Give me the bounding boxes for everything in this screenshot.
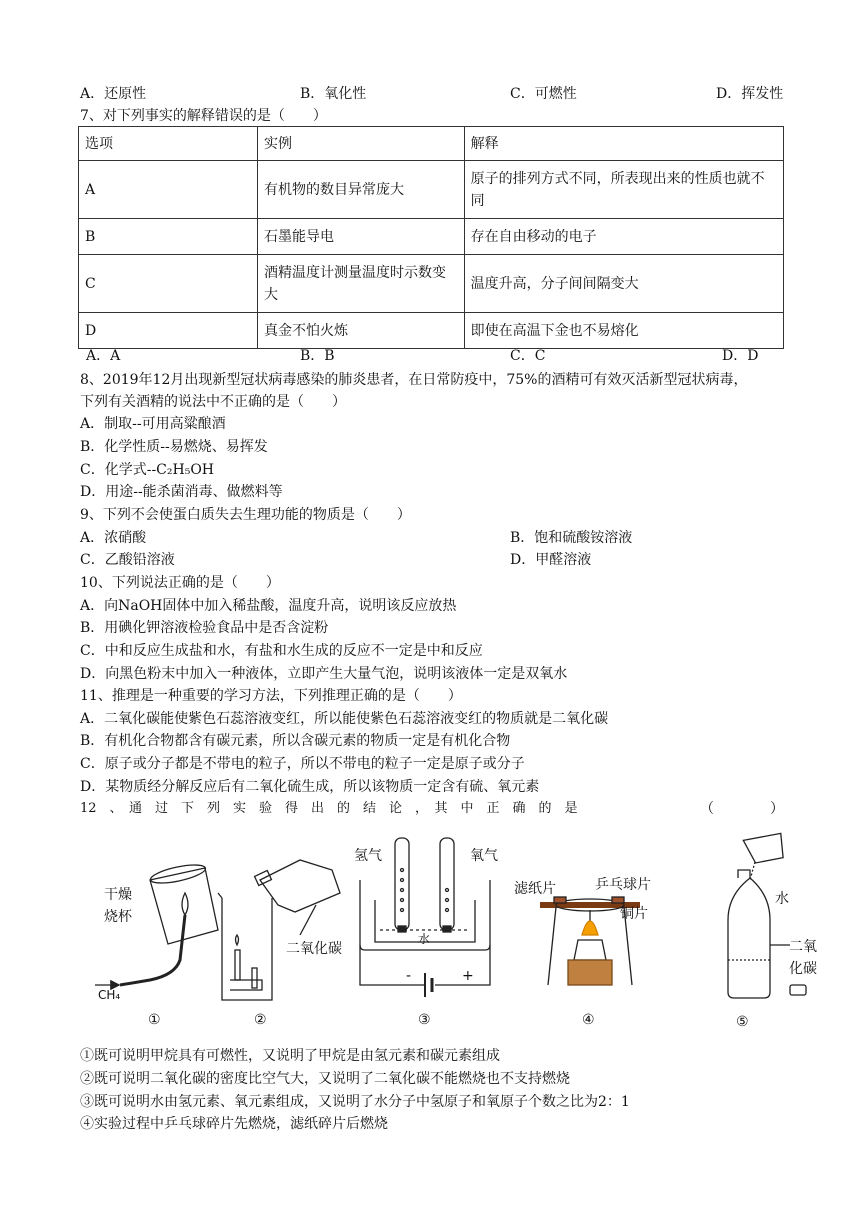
figure-number-2: ② xyxy=(254,1012,267,1028)
label-hydrogen: 氢气 xyxy=(354,848,382,864)
table-cell: 真金不怕火炼 xyxy=(258,313,465,349)
label-co2-exp5: 二氧 化碳 xyxy=(789,939,817,977)
q9-option-b: B．饱和硫酸铵溶液 xyxy=(510,530,633,546)
q7-option-c: C．C xyxy=(510,348,546,364)
label-pingpong: 乒乓球片 xyxy=(595,877,651,893)
q10-option-b: B．用碘化钾溶液检验食品中是否含淀粉 xyxy=(80,620,329,636)
figure-number-5: ⑤ xyxy=(736,1014,749,1030)
figure-number-3: ③ xyxy=(418,1012,431,1028)
q6-option-c: C．可燃性 xyxy=(510,86,577,102)
q6-option-a: A．还原性 xyxy=(80,86,147,102)
q11-stem: 11、推理是一种重要的学习方法，下列推理正确的是（ ） xyxy=(80,688,462,704)
q11-option-b: B．有机化合物都含有碳元素，所以含碳元素的物质一定是有机化合物 xyxy=(80,733,511,749)
figure-number-4: ④ xyxy=(582,1012,595,1028)
label-copper: 铜片 xyxy=(620,906,648,922)
q7-option-b: B．B xyxy=(300,348,335,364)
q9-stem: 9、下列不会使蛋白质失去生理功能的物质是（ ） xyxy=(80,507,411,523)
q10-option-d: D．向黑色粉末中加入一种液体，立即产生大量气泡，说明该液体一定是双氧水 xyxy=(80,666,568,682)
q12-statement-4: ④实验过程中乒乓球碎片先燃烧，滤纸碎片后燃烧 xyxy=(80,1116,388,1132)
q9-option-a: A．浓硝酸 xyxy=(80,530,147,546)
table-header: 选项 xyxy=(79,127,258,161)
q10-option-c: C．中和反应生成盐和水，有盐和水生成的反应不一定是中和反应 xyxy=(80,643,483,659)
q12-statement-3: ③既可说明水由氢元素、氧元素组成，又说明了水分子中氢原子和氧原子个数之比为2：1 xyxy=(80,1094,630,1110)
q12-statement-1: ①既可说明甲烷具有可燃性，又说明了甲烷是由氢元素和碳元素组成 xyxy=(80,1048,500,1064)
q11-option-c: C．原子或分子都是不带电的粒子，所以不带电的粒子一定是原子或分子 xyxy=(80,756,525,772)
table-cell: 存在自由移动的电子 xyxy=(464,219,783,255)
q6-option-b: B．氧化性 xyxy=(300,86,367,102)
table-header: 实例 xyxy=(258,127,465,161)
q10-stem: 10、下列说法正确的是（ ） xyxy=(80,575,280,591)
q9-option-d: D．甲醛溶液 xyxy=(510,552,592,568)
q6-option-d: D．挥发性 xyxy=(716,86,784,102)
table-header: 解释 xyxy=(464,127,783,161)
q9-option-c: C．乙酸铅溶液 xyxy=(80,552,175,568)
table-cell: D xyxy=(79,313,258,349)
table-cell: 石墨能导电 xyxy=(258,219,465,255)
q8-option-c: C．化学式--C₂H₅OH xyxy=(80,462,215,478)
table-cell: B xyxy=(79,219,258,255)
q12-stem-paren: （ ） xyxy=(700,801,784,817)
q11-option-d: D．某物质经分解反应后有二氧化硫生成，所以该物质一定含有硫、氧元素 xyxy=(80,779,540,795)
q11-option-a: A．二氧化碳能使紫色石蕊溶液变红，所以能使紫色石蕊溶液变红的物质就是二氧化碳 xyxy=(80,711,609,727)
q8-stem-line1: 8、2019年12月出现新型冠状病毒感染的肺炎患者，在日常防疫中，75%的酒精可有效灭活新型冠状病毒， xyxy=(80,372,748,388)
label-water-exp5: 水 xyxy=(775,891,789,907)
table-cell: C xyxy=(79,255,258,313)
table-cell: 酒精温度计测量温度时示数变大 xyxy=(258,255,465,313)
label-filter-paper: 滤纸片 xyxy=(514,881,556,897)
q7-option-d: D．D xyxy=(722,348,759,364)
table-cell: 有机物的数目异常庞大 xyxy=(258,161,465,219)
q7-stem: 7、对下列事实的解释错误的是（ ） xyxy=(80,108,327,124)
label-water: 水 xyxy=(418,932,431,946)
q7-option-a: A．A xyxy=(86,348,121,364)
q12-statement-2: ②既可说明二氧化碳的密度比空气大，又说明了二氧化碳不能燃烧也不支持燃烧 xyxy=(80,1071,570,1087)
label-co2-exp2: 二氧化碳 xyxy=(286,941,342,957)
label-plus: + xyxy=(462,968,474,984)
label-minus: - xyxy=(406,968,412,984)
q10-option-a: A．向NaOH固体中加入稀盐酸，温度升高，说明该反应放热 xyxy=(80,598,457,614)
q8-option-b: B．化学性质--易燃烧、易挥发 xyxy=(80,439,268,455)
label-ch4: CH₄ xyxy=(98,988,121,1002)
q12-stem: 12 、 通 过 下 列 实 验 得 出 的 结 论 ， 其 中 正 确 的 是 xyxy=(80,801,578,816)
exp2-apparatus xyxy=(218,860,340,1000)
q8-option-a: A．制取--可用高粱酿酒 xyxy=(80,416,226,432)
label-dry-beaker: 干燥 烧杯 xyxy=(104,887,132,925)
label-oxygen: 氧气 xyxy=(470,848,498,864)
table-cell: 原子的排列方式不同，所表现出来的性质也就不同 xyxy=(464,161,783,219)
q8-stem-line2: 下列有关酒精的说法中不正确的是（ ） xyxy=(80,394,346,410)
table-cell: 即使在高温下金也不易熔化 xyxy=(464,313,783,349)
table-cell: A xyxy=(79,161,258,219)
q8-option-d: D．用途--能杀菌消毒、做燃料等 xyxy=(80,484,283,500)
table-cell: 温度升高，分子间间隔变大 xyxy=(464,255,783,313)
figure-number-1: ① xyxy=(148,1012,161,1028)
